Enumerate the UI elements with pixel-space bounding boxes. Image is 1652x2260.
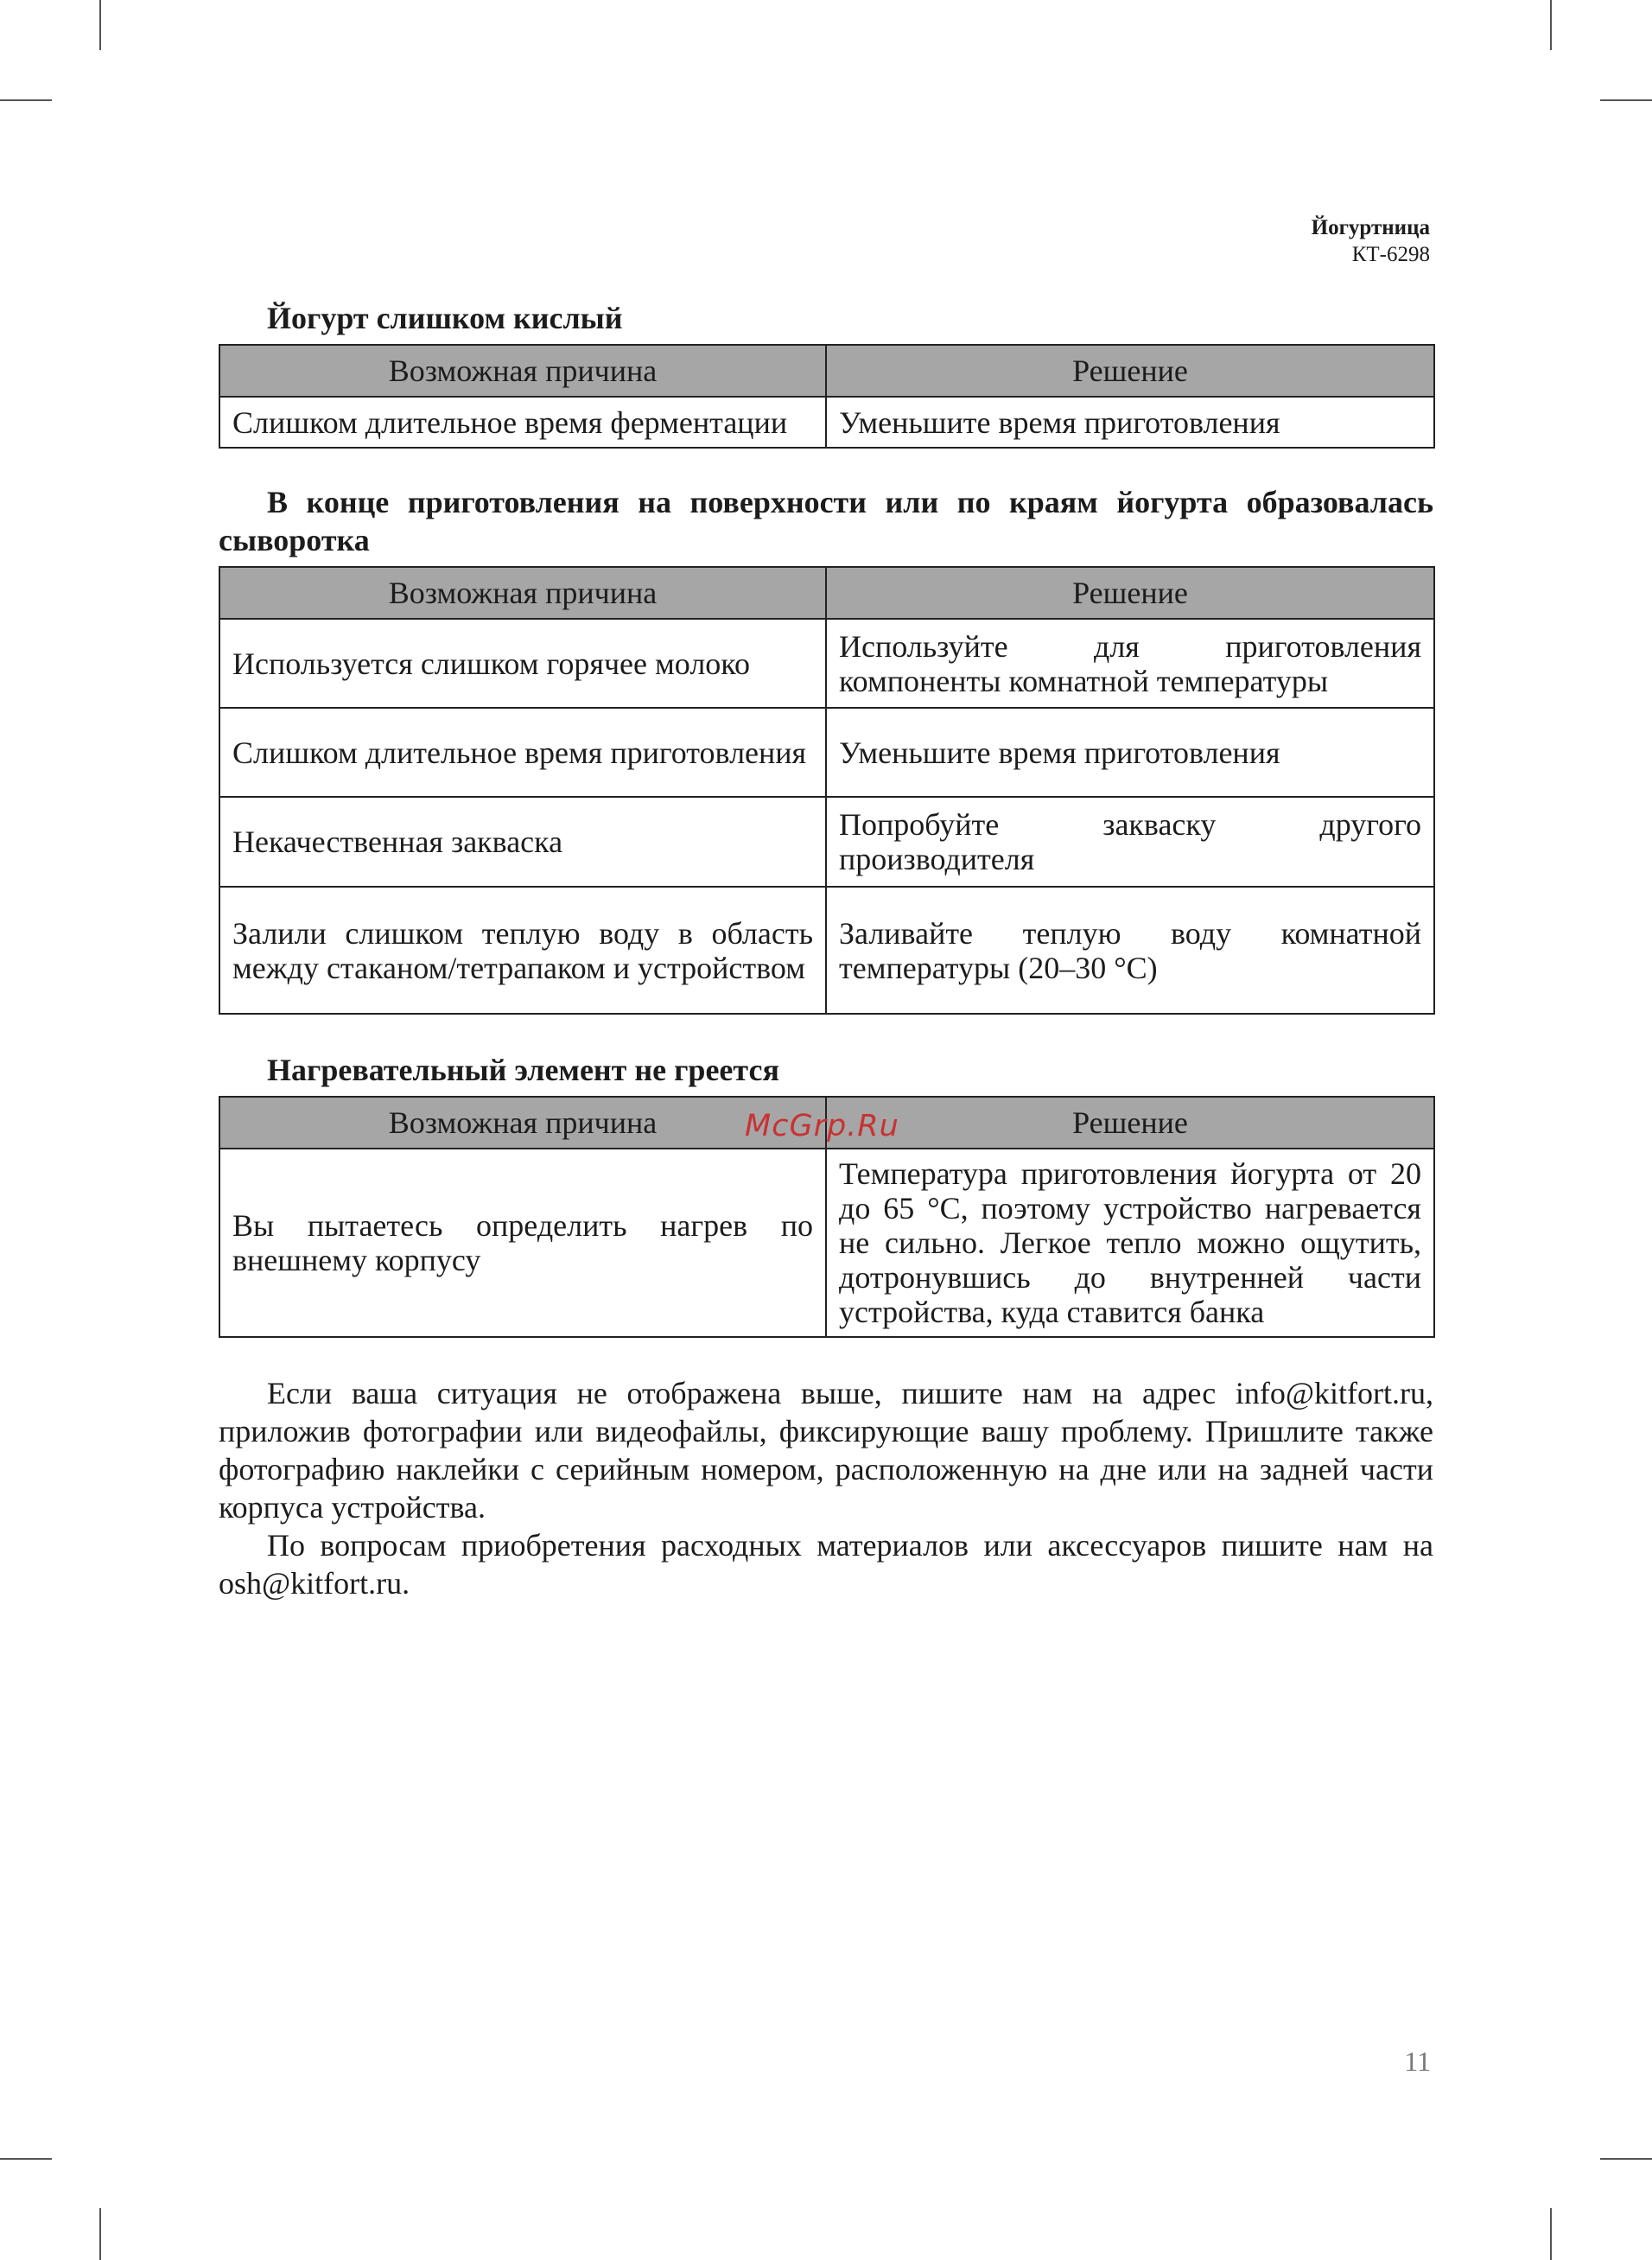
crop-mark — [1600, 2158, 1652, 2160]
watermark: McGrp.Ru — [745, 1109, 899, 1143]
troubleshooting-table — [219, 344, 1435, 449]
section-heading: Нагревательный элемент не греется — [267, 1053, 779, 1087]
accessories-paragraph: По вопросам приобретения расходных материалов или аксессуаров пишите нам на osh@kitfort.ru. — [219, 1528, 1433, 1601]
crop-mark — [0, 2158, 52, 2160]
cause-cell: Некачественная закваска — [219, 797, 826, 887]
table-header-row — [219, 345, 1434, 397]
contact-paragraph: Если ваша ситуация не отображена выше, пишите нам на адрес info@kitfort.ru, приложив фотографии или видеофайлы, фиксирующие вашу проблему. Пришлите также фотографию наклейки с серийным номером, расположенную на дне или на задней части корпуса устройства. — [219, 1376, 1433, 1525]
table-row — [219, 1149, 1434, 1337]
crop-mark — [99, 0, 101, 50]
cause-cell: Слишком длительное время ферментации — [219, 397, 826, 448]
column-header-cause: Возможная причина — [219, 345, 826, 397]
page-content — [219, 299, 1433, 1602]
crop-mark — [1600, 99, 1652, 101]
crop-mark — [1550, 2208, 1552, 2260]
column-header-solution: Решение — [826, 567, 1434, 619]
section-heading: В конце приготовления на поверхности или по краям йогурта образовалась сыворотка — [219, 485, 1433, 557]
solution-cell: Температура приготовления йогурта от 20 до 65 °C, поэтому устройство нагревается не сильно. Легкое тепло можно ощутить, дотронувшись до внутренней части устройства, куда ставится банка — [826, 1149, 1434, 1337]
column-header-cause: Возможная причина — [219, 1097, 826, 1149]
cause-cell: Слишком длительное время приготовления — [219, 708, 826, 797]
page-number: 11 — [1404, 2046, 1431, 2077]
running-header — [1312, 214, 1430, 269]
section-heading: Йогурт слишком кислый — [267, 301, 623, 335]
solution-cell: Попробуйте закваску другого производителя — [826, 797, 1434, 887]
column-header-solution: Решение — [826, 1097, 1434, 1149]
solution-cell: Уменьшите время приготовления — [826, 397, 1434, 448]
table-row — [219, 797, 1434, 887]
crop-mark — [99, 2208, 101, 2260]
cause-cell: Залили слишком теплую воду в область между стаканом/тетрапаком и устройством — [219, 887, 826, 1014]
troubleshooting-table — [219, 566, 1435, 1015]
crop-mark — [1550, 0, 1552, 50]
solution-cell: Используйте для приготовления компоненты комнатной температуры — [826, 619, 1434, 708]
cause-cell: Используется слишком горячее молоко — [219, 619, 826, 708]
table-row — [219, 619, 1434, 708]
product-title: Йогуртница — [1311, 216, 1430, 239]
table-row — [219, 397, 1434, 448]
table-row — [219, 887, 1434, 1014]
column-header-cause: Возможная причина — [219, 567, 826, 619]
table-row — [219, 708, 1434, 797]
cause-cell: Вы пытаетесь определить нагрев по внешнему корпусу — [219, 1149, 826, 1337]
solution-cell: Заливайте теплую воду комнатной температуры (20–30 °C) — [826, 887, 1434, 1014]
crop-mark — [0, 99, 52, 101]
product-model: КТ-6298 — [1351, 243, 1430, 267]
solution-cell: Уменьшите время приготовления — [826, 708, 1434, 797]
column-header-solution: Решение — [826, 345, 1434, 397]
table-header-row — [219, 567, 1434, 619]
